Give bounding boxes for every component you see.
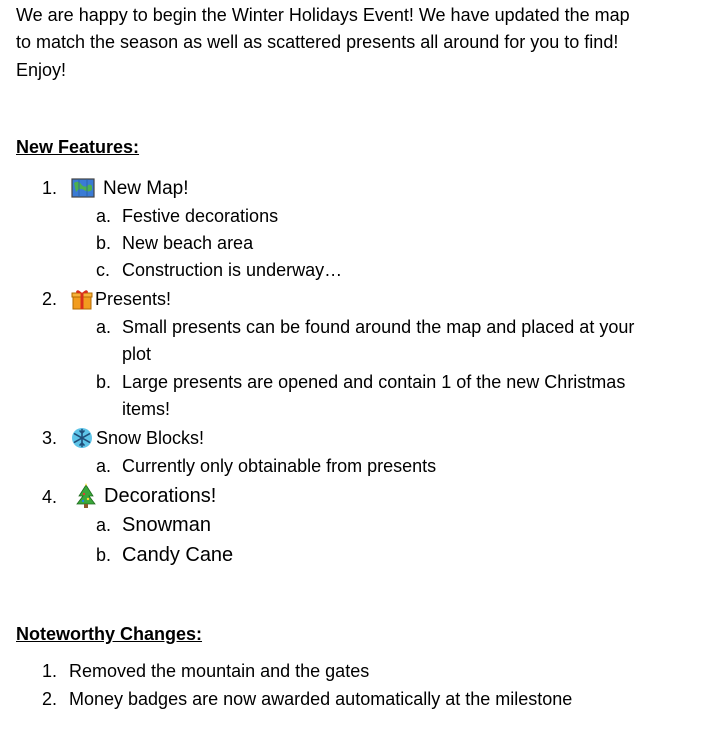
new-features-heading: New Features: xyxy=(16,137,140,157)
feature-label: Snow Blocks! xyxy=(96,428,205,448)
feature-label: Presents! xyxy=(95,289,172,309)
change-number: 1. xyxy=(42,661,58,681)
subitem-text: Currently only obtainable from presents xyxy=(122,456,437,476)
feature-label: New Map! xyxy=(103,178,189,199)
feature-number: 1. xyxy=(42,178,58,198)
map-icon xyxy=(71,177,95,199)
subitem-text: Construction is underway… xyxy=(122,260,343,280)
subitem-text: Candy Cane xyxy=(122,544,234,566)
subitem-text: Large presents are opened and contain 1 of the new Christmas xyxy=(122,372,626,392)
change-number: 2. xyxy=(42,689,58,709)
intro-line-2: to match the season as well as scattered presents all around for you to find! xyxy=(16,32,619,52)
intro-line-3: Enjoy! xyxy=(16,60,67,80)
subitem-letter: a. xyxy=(96,515,112,535)
subitem-text-continued: plot xyxy=(122,344,152,364)
subitem-text: New beach area xyxy=(122,233,254,253)
feature-label: Decorations! xyxy=(104,485,217,507)
subitem-text: Small presents can be found around the map and placed at your xyxy=(122,317,635,337)
change-text: Removed the mountain and the gates xyxy=(69,661,370,681)
subitem-letter: a. xyxy=(96,456,112,476)
intro-line-1: We are happy to begin the Winter Holidays Event! We have updated the map xyxy=(16,5,630,25)
feature-number: 3. xyxy=(42,428,58,448)
snowflake-icon xyxy=(71,427,93,449)
subitem-letter: b. xyxy=(96,233,112,253)
feature-number: 2. xyxy=(42,289,58,309)
subitem-letter: b. xyxy=(96,545,112,565)
subitem-text: Snowman xyxy=(122,514,211,536)
subitem-letter: b. xyxy=(96,372,112,392)
subitem-letter: a. xyxy=(96,317,112,337)
subitem-text-continued: items! xyxy=(122,399,171,419)
subitem-letter: a. xyxy=(96,206,112,226)
noteworthy-changes-heading: Noteworthy Changes: xyxy=(16,624,203,644)
subitem-letter: c. xyxy=(96,260,111,280)
change-text: Money badges are now awarded automatically at the milestone xyxy=(69,689,573,709)
gift-icon xyxy=(71,288,93,310)
subitem-text: Festive decorations xyxy=(122,206,279,226)
christmas-tree-icon xyxy=(76,483,96,509)
feature-number: 4. xyxy=(42,487,58,507)
